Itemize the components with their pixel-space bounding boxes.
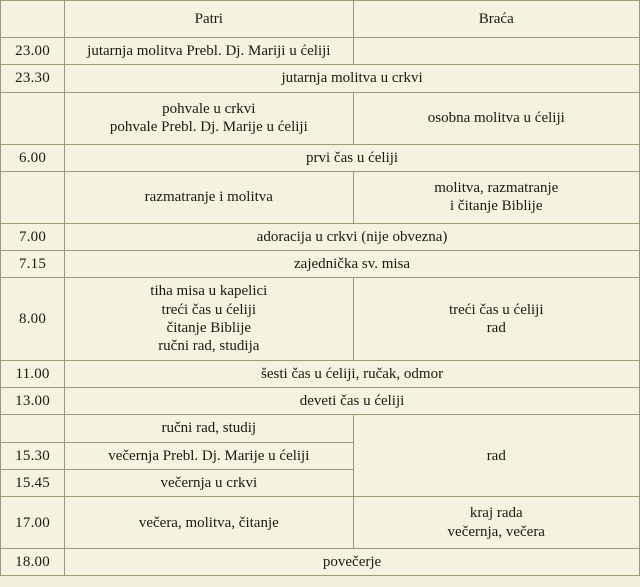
table-row	[1, 223, 640, 250]
row-time: 17.00	[1, 497, 65, 549]
row-patri: večera, molitva, čitanje	[65, 497, 353, 549]
row-time: 13.00	[1, 387, 65, 414]
table-row	[1, 549, 640, 576]
row-span-text: adoracija u crkvi (nije obvezna)	[65, 223, 640, 250]
table-row	[1, 251, 640, 278]
table-row	[1, 144, 640, 171]
header-blank	[1, 1, 65, 38]
row-time	[1, 415, 65, 442]
table-row	[1, 360, 640, 387]
row-patri: tiha misa u kapelici treći čas u ćeliji čitanje Biblije ručni rad, studija	[65, 278, 353, 360]
row-braca: treći čas u ćeliji rad	[353, 278, 639, 360]
header-braca: Braća	[353, 1, 639, 38]
table-row	[1, 387, 640, 414]
row-braca: molitva, razmatranje i čitanje Biblije	[353, 171, 639, 223]
table-row	[1, 65, 640, 92]
row-braca	[353, 38, 639, 65]
table-row	[1, 497, 640, 549]
row-time	[1, 171, 65, 223]
row-patri: večernja u crkvi	[65, 469, 353, 496]
table-row	[1, 38, 640, 65]
row-time	[1, 92, 65, 144]
row-time: 23.00	[1, 38, 65, 65]
row-span-text: deveti čas u ćeliji	[65, 387, 640, 414]
row-braca: kraj rada večernja, večera	[353, 497, 639, 549]
row-time: 11.00	[1, 360, 65, 387]
row-time: 15.45	[1, 469, 65, 496]
row-span-text: jutarnja molitva u crkvi	[65, 65, 640, 92]
table-row	[1, 415, 640, 442]
row-patri: razmatranje i molitva	[65, 171, 353, 223]
row-braca-merged: rad	[353, 415, 639, 497]
row-span-text: šesti čas u ćeliji, ručak, odmor	[65, 360, 640, 387]
row-time: 6.00	[1, 144, 65, 171]
row-span-text: zajednička sv. misa	[65, 251, 640, 278]
row-time: 7.00	[1, 223, 65, 250]
row-braca: osobna molitva u ćeliji	[353, 92, 639, 144]
row-span-text: prvi čas u ćeliji	[65, 144, 640, 171]
row-time: 7.15	[1, 251, 65, 278]
row-time: 8.00	[1, 278, 65, 360]
row-patri: pohvale u crkvi pohvale Prebl. Dj. Marije u ćeliji	[65, 92, 353, 144]
table-row	[1, 92, 640, 144]
row-time: 18.00	[1, 549, 65, 576]
table-row	[1, 278, 640, 360]
row-span-text: povečerje	[65, 549, 640, 576]
row-time: 15.30	[1, 442, 65, 469]
table-header-row	[1, 1, 640, 38]
header-patri: Patri	[65, 1, 353, 38]
table-row	[1, 171, 640, 223]
row-time: 23.30	[1, 65, 65, 92]
row-patri: jutarnja molitva Prebl. Dj. Mariji u ćeliji	[65, 38, 353, 65]
row-patri: ručni rad, studij	[65, 415, 353, 442]
row-patri: večernja Prebl. Dj. Marije u ćeliji	[65, 442, 353, 469]
